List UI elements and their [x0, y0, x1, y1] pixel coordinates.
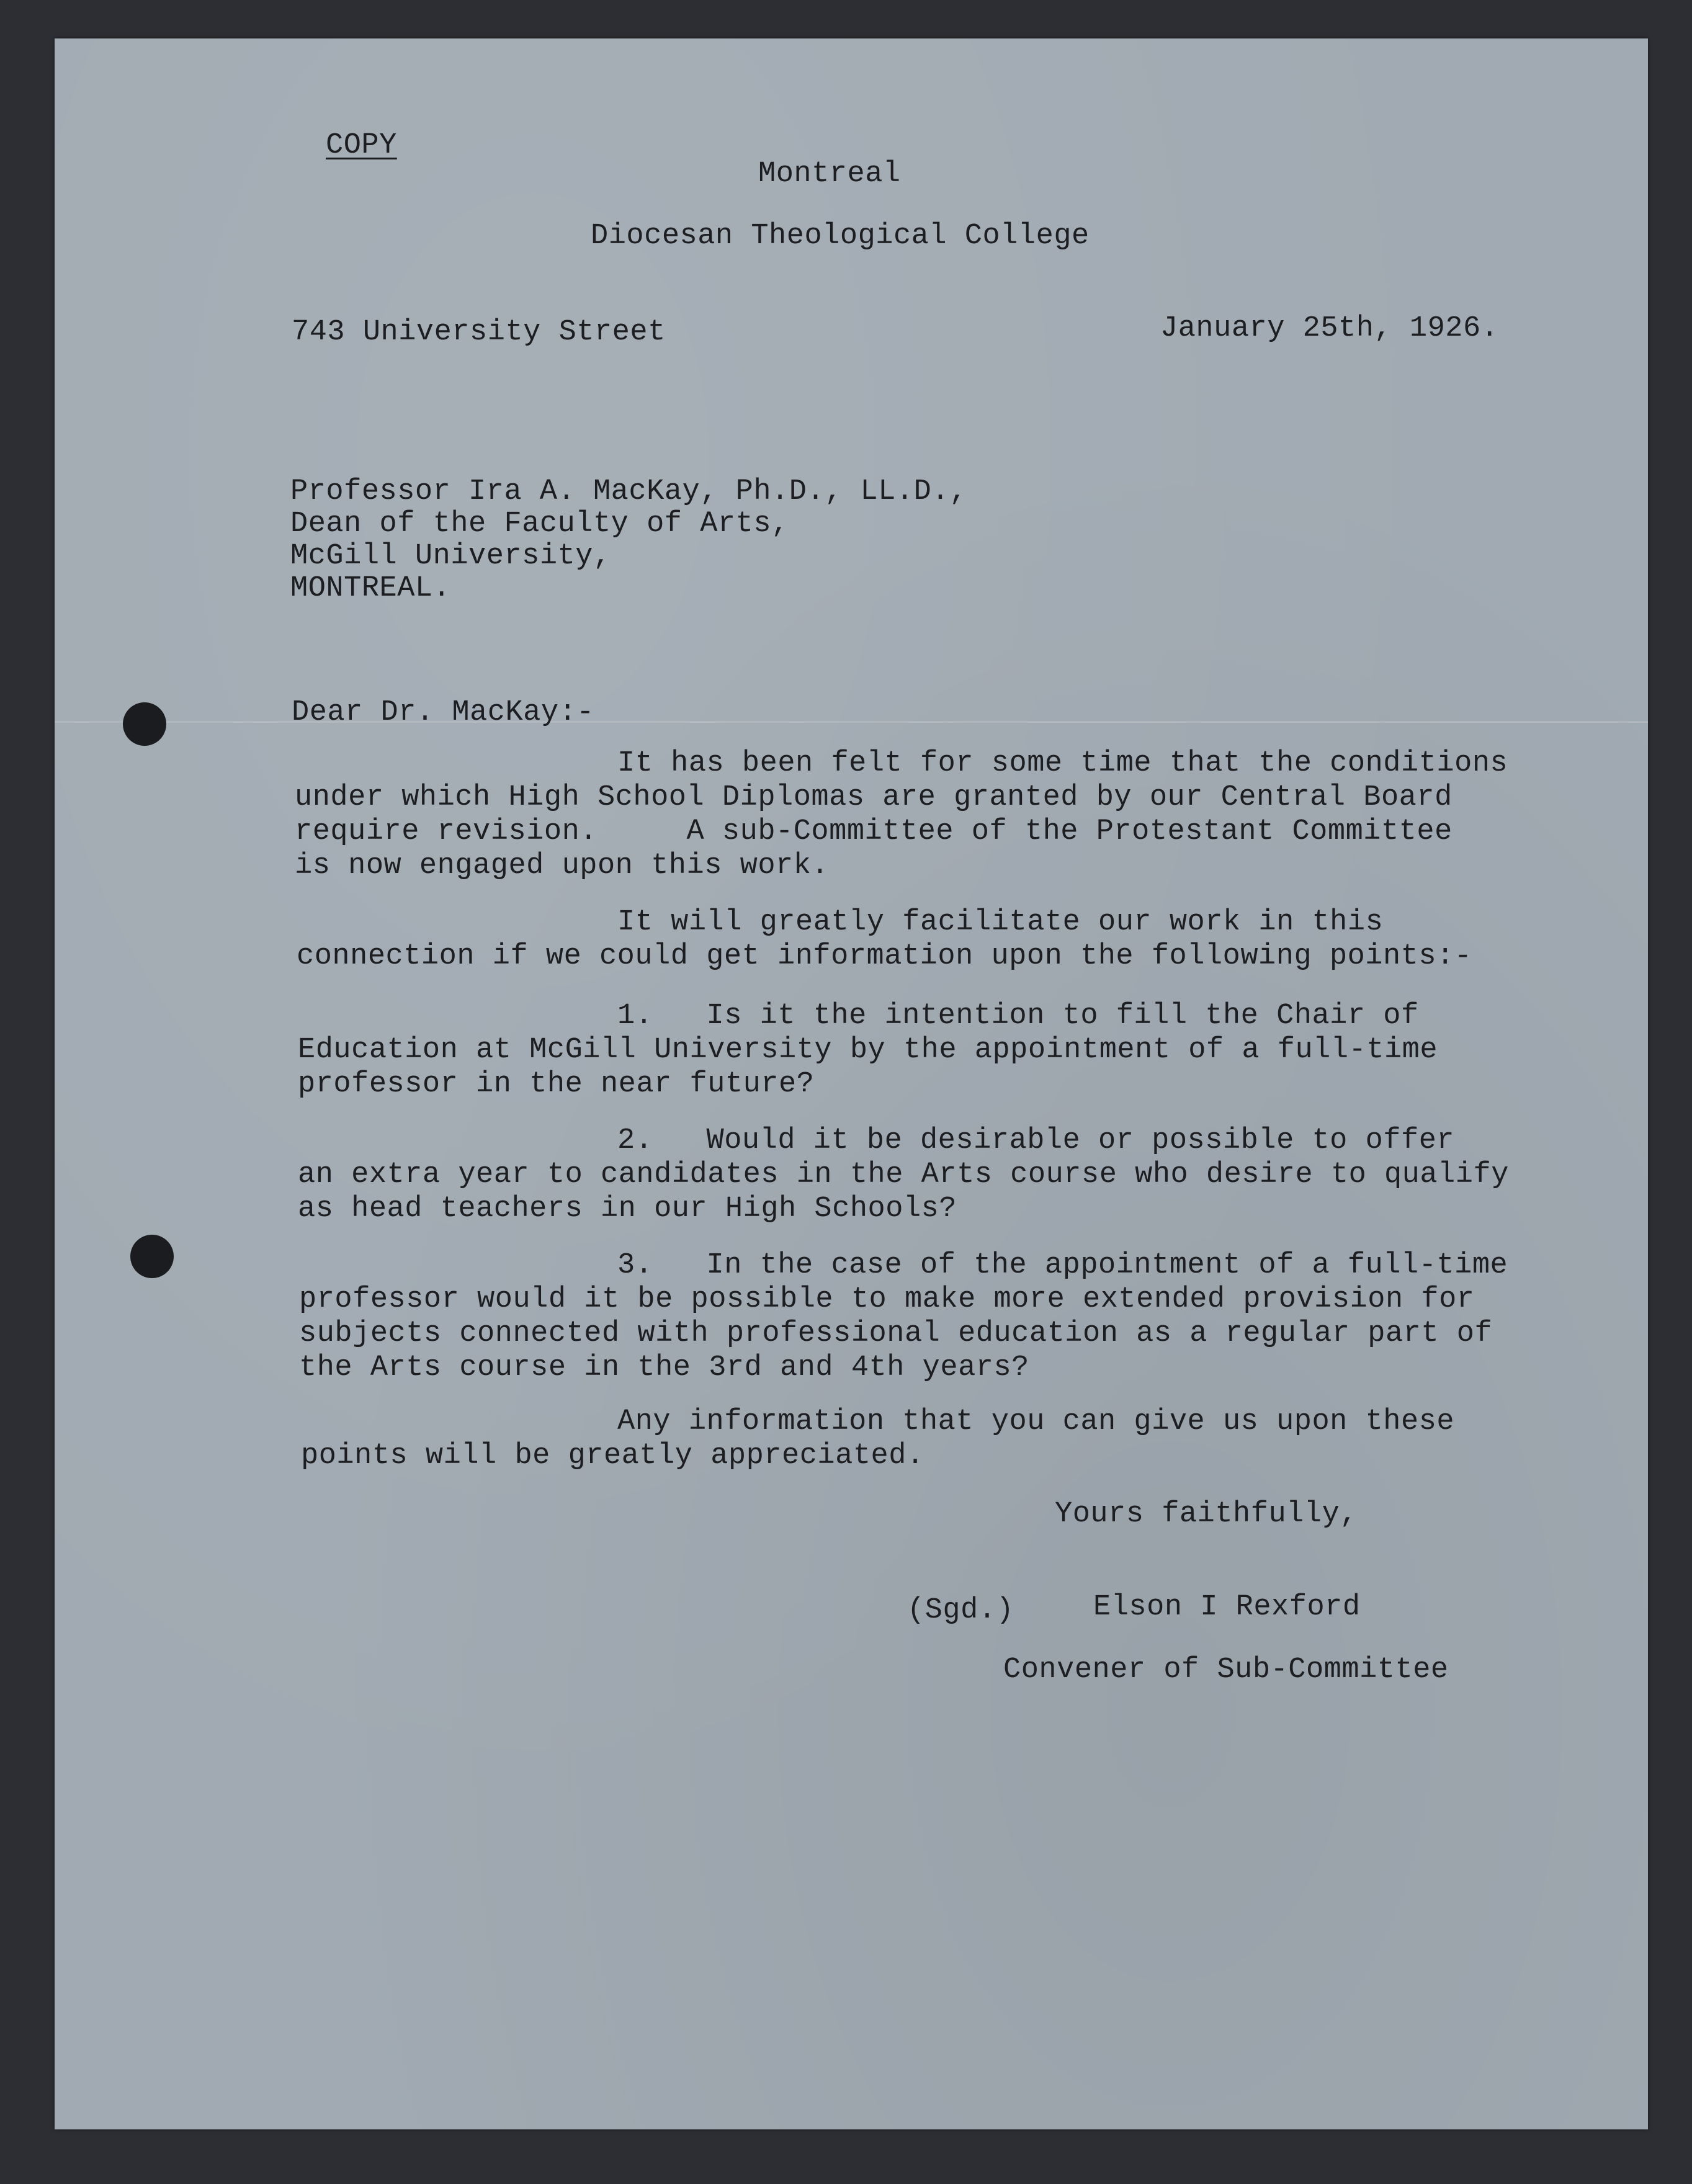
closing: Yours faithfully, — [1055, 1498, 1358, 1531]
signed-mark: (Sgd.) — [907, 1594, 1014, 1627]
paragraph-line: Education at McGill University by the appointment of a full-time — [298, 1034, 1438, 1067]
recipient-line: McGill University, — [290, 540, 611, 573]
salutation: Dear Dr. MacKay:- — [292, 696, 594, 729]
paragraph-line: require revision. A sub-Committee of the Protestant Committee — [295, 815, 1453, 848]
paragraph-line: professor would it be possible to make more extended provision for — [299, 1283, 1475, 1316]
letterhead-address: 743 University Street — [292, 316, 666, 349]
paragraph-line: points will be greatly appreciated. — [301, 1439, 924, 1472]
paragraph-line: under which High School Diplomas are granted by our Central Board — [295, 781, 1453, 814]
signer-name: Elson I Rexford — [1093, 1591, 1361, 1624]
paragraph-line: connection if we could get information upon the following points:- — [297, 940, 1472, 973]
punch-hole-top — [123, 702, 166, 746]
paragraph-line: Any information that you can give us upon these — [617, 1405, 1455, 1438]
punch-hole-bottom — [130, 1235, 174, 1278]
paragraph-line: is now engaged upon this work. — [295, 849, 830, 882]
paragraph-line: 3. In the case of the appointment of a full-time — [617, 1249, 1508, 1282]
paragraph-line: an extra year to candidates in the Arts course who desire to qualify — [298, 1158, 1509, 1191]
recipient-line: MONTREAL. — [290, 572, 451, 605]
letterhead-institution: Diocesan Theological College — [591, 220, 1090, 253]
letterhead-city: Montreal — [758, 158, 901, 190]
paragraph-line: the Arts course in the 3rd and 4th years? — [299, 1351, 1029, 1384]
paper-sheet — [55, 38, 1648, 2129]
letter-date: January 25th, 1926. — [1160, 312, 1499, 345]
paragraph-line: It has been felt for some time that the conditions — [617, 747, 1508, 780]
paragraph-line: 2. Would it be desirable or possible to offer — [617, 1124, 1455, 1157]
paragraph-line: as head teachers in our High Schools? — [298, 1193, 957, 1225]
paragraph-line: subjects connected with professional education as a regular part of — [299, 1317, 1493, 1350]
paragraph-line: 1. Is it the intention to fill the Chair of — [617, 1000, 1419, 1032]
paragraph-line: professor in the near future? — [298, 1068, 815, 1101]
copy-mark: COPY — [326, 129, 397, 162]
recipient-line: Dean of the Faculty of Arts, — [290, 508, 789, 540]
recipient-line: Professor Ira A. MacKay, Ph.D., LL.D., — [290, 475, 967, 508]
signer-title: Convener of Sub-Committee — [1003, 1654, 1449, 1686]
paragraph-line: It will greatly facilitate our work in this — [617, 906, 1384, 939]
